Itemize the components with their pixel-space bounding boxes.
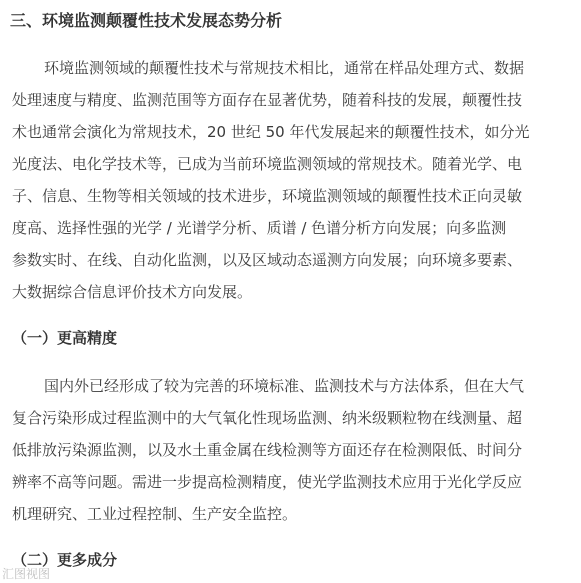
intro-line-1: 环境监测领域的颠覆性技术与常规技术相比，通常在样品处理方式、数据 (44, 59, 525, 77)
precision-line-4: 辨率不高等问题。需进一步提高检测精度，使光学监测技术应用于光化学反应 (12, 473, 523, 491)
intro-line-6: 度高、选择性强的光学 / 光谱学分析、质谱 / 色谱分析方向发展；向多监测 (12, 219, 507, 237)
section-heading: 三、环境监测颠覆性技术发展态势分析 (10, 11, 283, 30)
intro-line-4: 光度法、电化学技术等，已成为当前环境监测领域的常规技术。随着光学、电 (12, 155, 523, 173)
intro-line-7: 参数实时、在线、自动化监测，以及区域动态遥测方向发展；向环境多要素、 (12, 251, 523, 269)
subsection-heading-precision: （一）更高精度 (12, 329, 118, 347)
precision-line-1: 国内外已经形成了较为完善的环境标准、监测技术与方法体系，但在大气 (44, 377, 525, 395)
precision-line-5: 机理研究、工业过程控制、生产安全监控。 (12, 505, 298, 523)
subsection-heading-components: （二）更多成分 (12, 551, 118, 569)
intro-line-3: 术也通常会演化为常规技术，20 世纪 50 年代发展起来的颠覆性技术，如分光 (12, 123, 530, 141)
intro-line-2: 处理速度与精度、监测范围等方面存在显著优势，随着科技的发展，颠覆性技 (12, 91, 523, 109)
watermark: 汇图视图 (2, 567, 51, 581)
intro-line-5: 子、信息、生物等相关领域的技术进步，环境监测领域的颠覆性技术正向灵敏 (12, 187, 523, 205)
precision-line-3: 低排放污染源监测，以及水土重金属在线检测等方面还存在检测限低、时间分 (12, 441, 523, 459)
intro-line-8: 大数据综合信息评价技术方向发展。 (12, 283, 253, 301)
precision-line-2: 复合污染形成过程监测中的大气氧化性现场监测、纳米级颗粒物在线测量、超 (12, 409, 523, 427)
